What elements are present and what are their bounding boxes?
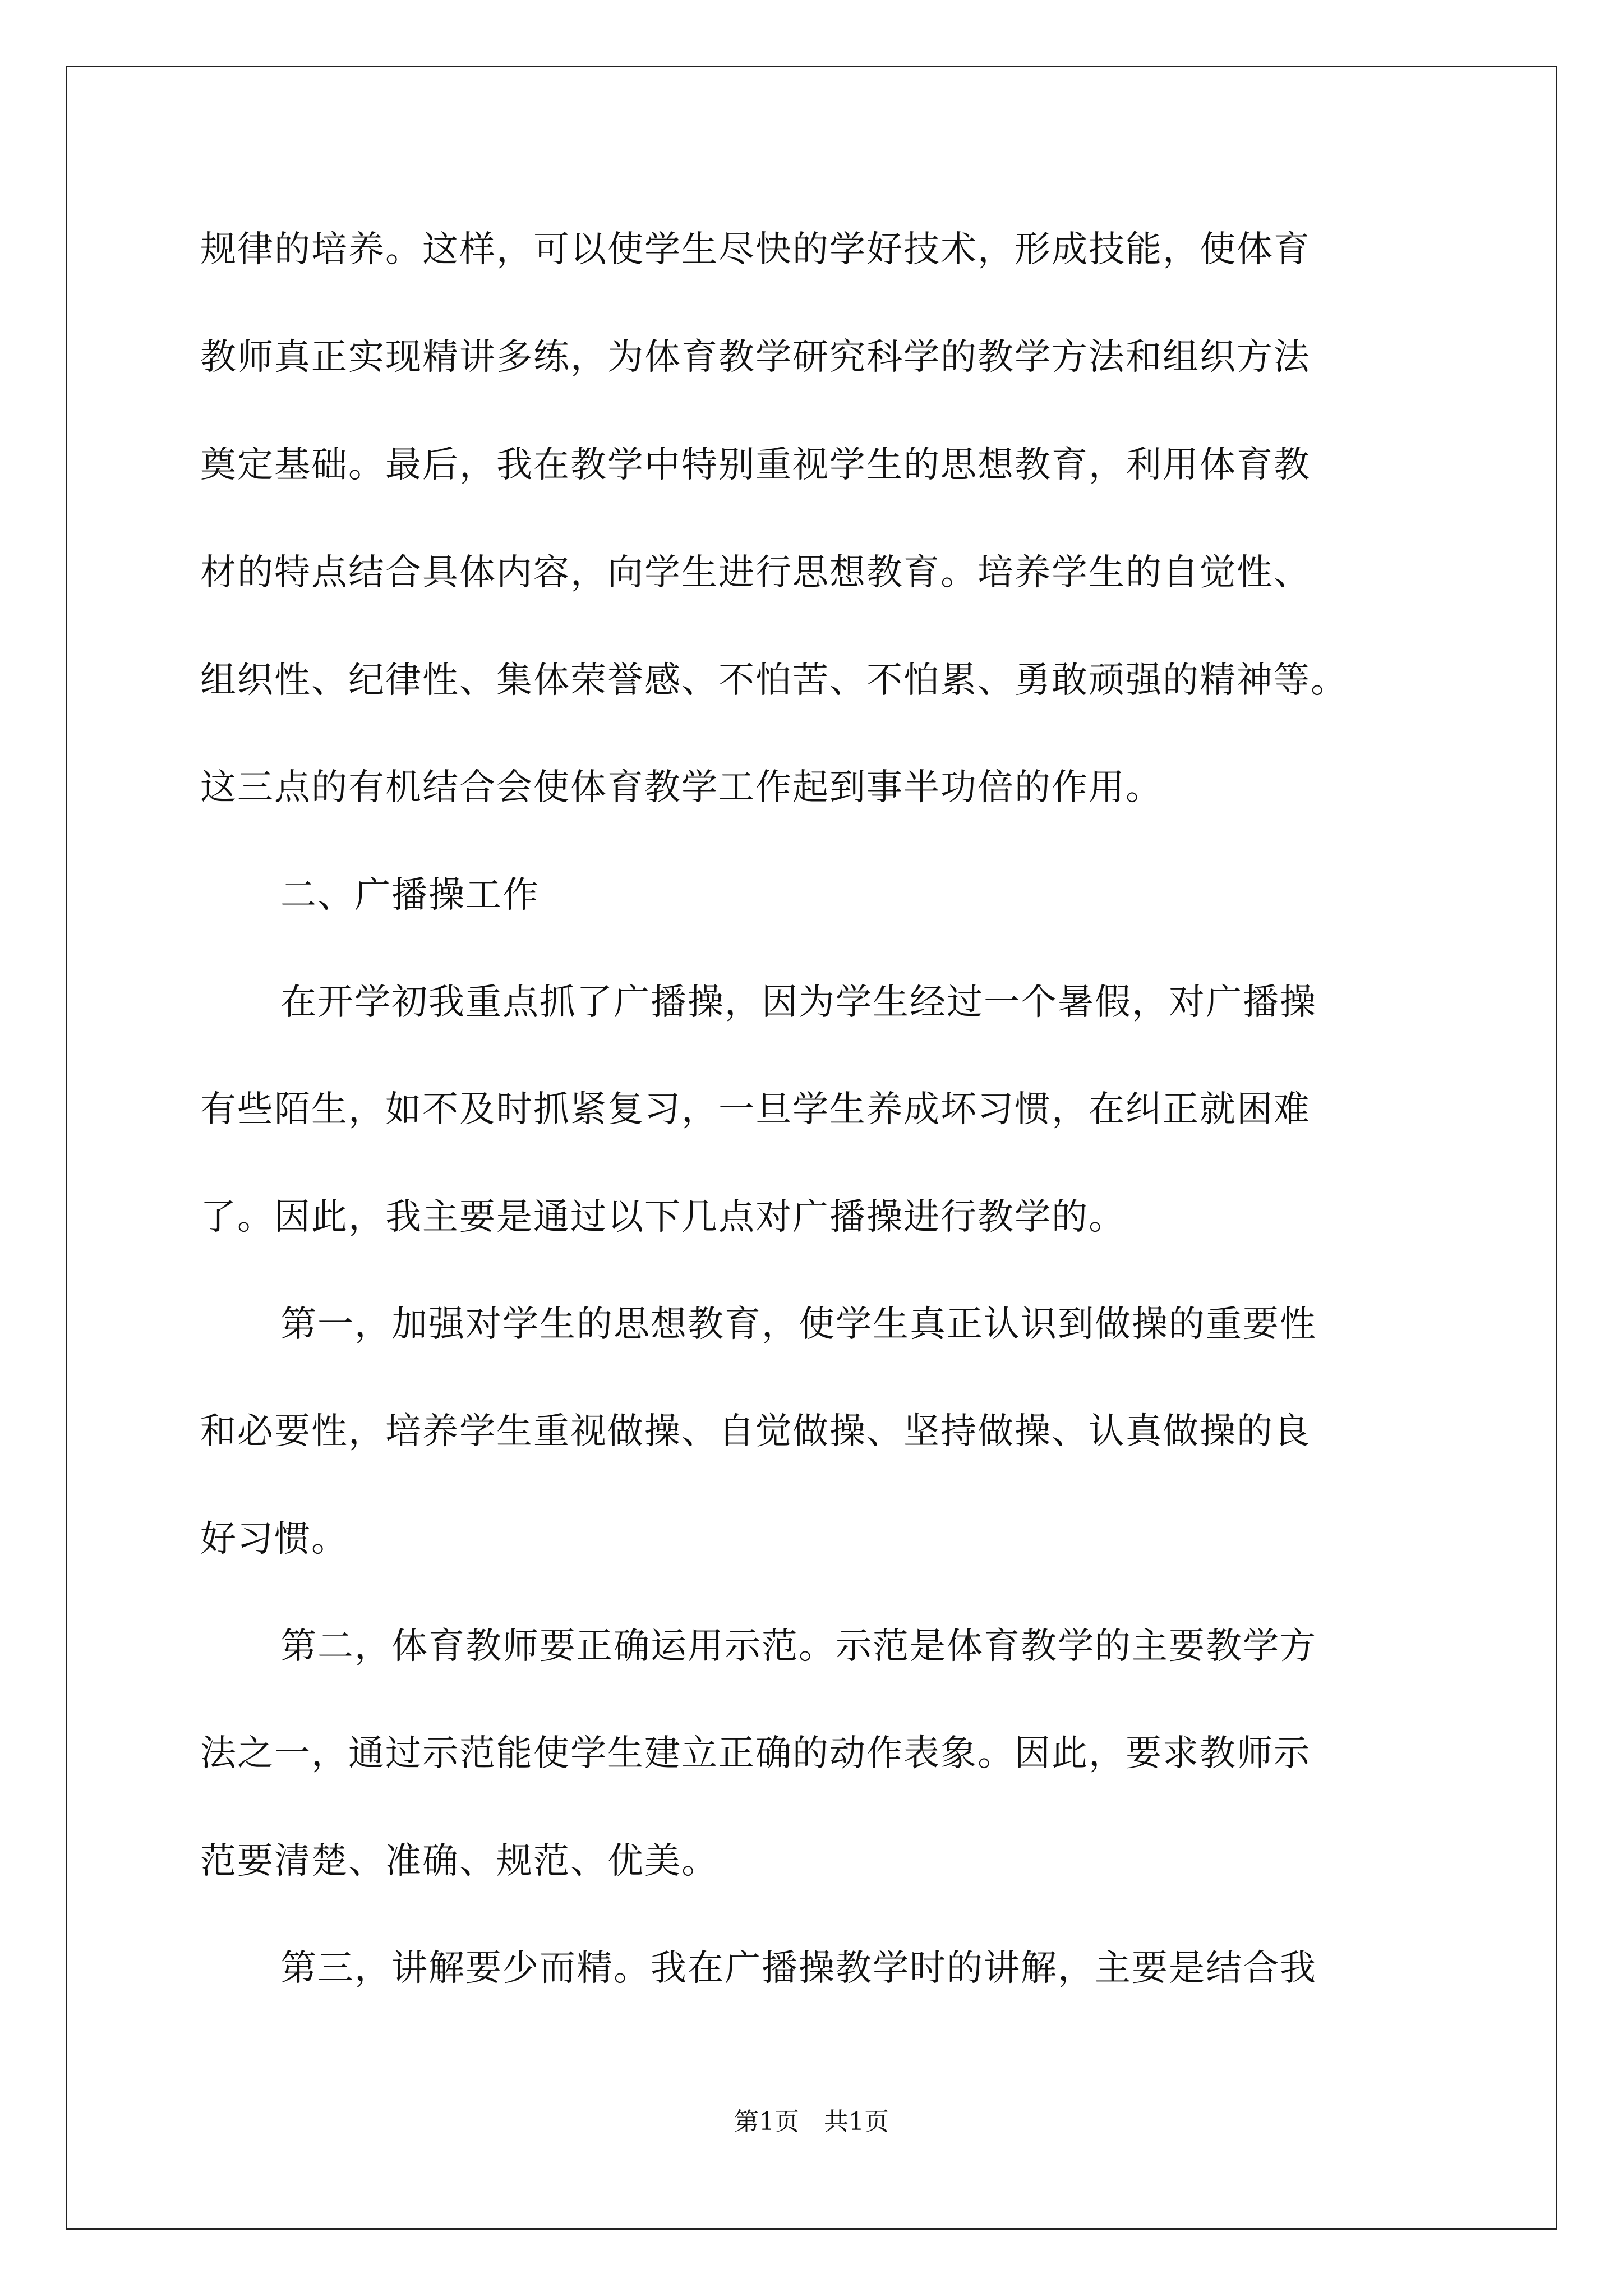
text-line: 了。因此，我主要是通过以下几点对广播操进行教学的。 bbox=[200, 1197, 1126, 1238]
text-line: 法之一，通过示范能使学生建立正确的动作表象。因此，要求教师示 bbox=[200, 1733, 1311, 1774]
text-line: 第三，讲解要少而精。我在广播操教学时的讲解，主要是结合我 bbox=[280, 1948, 1317, 1989]
text-line: 奠定基础。最后，我在教学中特别重视学生的思想教育，利用体育教 bbox=[200, 444, 1311, 486]
text-line: 规律的培养。这样，可以使学生尽快的学好技术，形成技能，使体育 bbox=[200, 229, 1311, 270]
text-line: 教师真正实现精讲多练，为体育教学研究科学的教学方法和组织方法 bbox=[200, 337, 1311, 378]
text-line: 好习惯。 bbox=[200, 1519, 348, 1560]
text-line: 有些陌生，如不及时抓紧复习，一旦学生养成坏习惯，在纠正就困难 bbox=[200, 1089, 1311, 1130]
text-line: 第二，体育教师要正确运用示范。示范是体育教学的主要教学方 bbox=[280, 1626, 1317, 1667]
text-line: 在开学初我重点抓了广播操，因为学生经过一个暑假，对广播操 bbox=[280, 982, 1317, 1023]
text-line: 材的特点结合具体内容，向学生进行思想教育。培养学生的自觉性、 bbox=[200, 552, 1311, 593]
text-line: 范要清楚、准确、规范、优美。 bbox=[200, 1841, 718, 1882]
page-border bbox=[66, 66, 1557, 2230]
text-line: 这三点的有机结合会使体育教学工作起到事半功倍的作用。 bbox=[200, 767, 1163, 808]
text-line: 组织性、纪律性、集体荣誉感、不怕苦、不怕累、勇敢顽强的精神等。 bbox=[200, 660, 1348, 701]
page-footer: 第1页 共1页 bbox=[734, 2108, 889, 2136]
section-heading: 二、广播操工作 bbox=[280, 875, 540, 916]
text-line: 和必要性，培养学生重视做操、自觉做操、坚持做操、认真做操的良 bbox=[200, 1411, 1311, 1452]
text-line: 第一，加强对学生的思想教育，使学生真正认识到做操的重要性 bbox=[280, 1304, 1317, 1345]
